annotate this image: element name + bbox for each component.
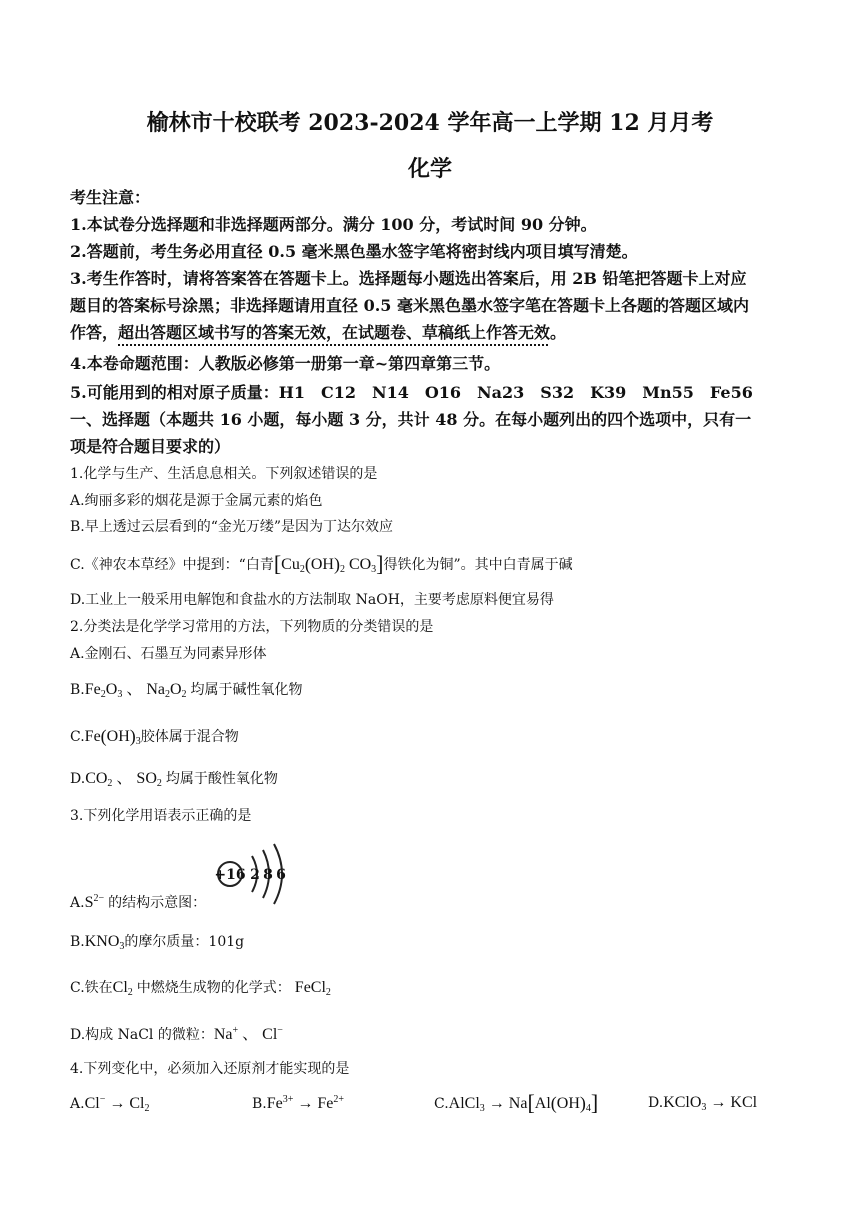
subject-title: 化学 [407,156,452,182]
q3-b-label: B. [70,934,85,950]
q2-b-formula: $Fe_2O_3$ 、 $Na_2O_2$ [84,681,187,700]
q1-option-b: B.早上透过云层看到的“金光万缕”是因为丁达尔效应 [70,519,394,535]
q2-option-b [70,682,303,700]
q4-option-d [648,1094,757,1113]
q3-c-formula-2: FeCl$_2$ [290,979,331,998]
q3-d-text-pre: D.构成 NaCl 的微粒： [70,1027,214,1043]
shell-2-count: 8 [263,867,273,883]
q4-c-formula: AlCl$_3$ → $Na[Al(OH)_4]$ [448,1090,599,1115]
notice-item-3-text-b: 。 [550,323,567,342]
q4-option-a [70,1094,149,1114]
notice-item-3-line-2: 题目的答案标号涂黑；非选择题请用直径 0.5 毫米黑色墨水签字笔在答题卡上各题的答题区域内 [70,296,749,315]
q1-c-text-post: 得铁化为铜”。其中白青属于碱 [383,557,573,573]
q2-d-label: D. [70,771,86,787]
section-1-heading-line-1: 一、选择题（本题共 16 小题，每小题 3 分，共计 48 分。在每小题列出的四个选项中，只有一 [70,410,752,429]
q3-option-c [70,980,331,998]
q1-stem: 1.化学与生产、生活息息相关。下列叙述错误的是 [70,466,378,482]
exam-title: 榆林市十校联考 2023-2024 学年高一上学期 12 月月考 [146,110,714,136]
q4-a-formula: $Cl^- \to Cl_2$ [84,1094,150,1114]
shell-3-count: 6 [276,867,286,883]
q3-b-formula: $KNO_3$ [84,933,125,952]
q2-option-c [70,727,239,747]
q3-stem: 3.下列化学用语表示正确的是 [70,808,252,824]
q2-option-a: A.金刚石、石墨互为同素异形体 [70,646,267,662]
q1-option-c [70,553,573,575]
notice-item-1: 1.本试卷分选择题和非选择题两部分。满分 100 分，考试时间 90 分钟。 [70,215,597,234]
q1-option-a: A.绚丽多彩的烟花是源于金属元素的焰色 [70,493,323,509]
q4-b-formula: $Fe^{3+} \to Fe^{2+}$ [266,1094,345,1112]
q2-b-label: B. [70,682,85,698]
q3-c-formula-1: $Cl_2$ [112,979,133,998]
q2-c-label: C. [70,729,85,745]
q3-option-d [70,1026,283,1043]
notice-item-4: 4.本卷命题范围：人教版必修第一册第一章~第四章第三节。 [70,354,501,373]
q4-a-label: A. [70,1096,85,1112]
q2-option-d [70,771,278,789]
q2-b-text: 均属于碱性氧化物 [190,682,303,698]
q2-c-text: 胶体属于混合物 [140,729,239,745]
q4-b-label: B. [252,1096,267,1112]
q2-stem: 2.分类法是化学学习常用的方法，下列物质的分类错误的是 [70,619,434,635]
section-1-heading-line-2: 项是符合题目要求的） [70,437,231,456]
notice-item-3-line-1: 3.考生作答时，请将答案答在答题卡上。选择题每小题选出答案后，用 2B 铅笔把答题卡上对应 [70,269,747,288]
notice-item-5: 5.可能用到的相对原子质量：H1 C12 N14 O16 Na23 S32 K39 Mn55 Fe56 [70,383,753,402]
q3-c-text-pre: C.铁在 [70,980,113,996]
q4-stem: 4.下列变化中，必须加入还原剂才能实现的是 [70,1061,350,1077]
q4-option-c [434,1090,598,1116]
q3-a-text: 的结构示意图： [108,895,207,911]
q3-option-b [70,934,244,952]
q3-a-formula: $S^{2-}$ [84,893,105,911]
q4-d-formula: KClO$_3$ → KCl [663,1094,758,1113]
q4-option-b [252,1094,344,1113]
q1-c-formula: [$Cu_2(OH)_2$ $CO_3$] [273,551,384,576]
notice-item-3-line-3 [70,325,566,341]
q3-c-text-mid: 中燃烧生成物的化学式： [136,980,291,996]
q2-d-text: 均属于酸性氧化物 [165,771,278,787]
q3-b-text: 的摩尔质量：101g [124,934,245,950]
q3-d-formula: Na+ 、 Cl− [213,1025,283,1043]
notice-item-3-emphasis: 超出答题区域书写的答案无效，在试题卷、草稿纸上作答无效 [118,323,551,342]
q4-c-label: C. [434,1096,449,1112]
notice-item-3-text-a: 作答， [70,323,119,342]
q2-d-formula: $CO_2$ 、 $SO_2$ [85,770,162,789]
nucleus-charge: +16 [214,867,246,883]
q4-d-label: D. [648,1095,664,1111]
q3-option-a [70,894,206,911]
notice-heading: 考生注意： [70,188,151,207]
q1-option-d: D.工业上一般采用电解饱和食盐水的方法制取 NaOH，主要考虑原料便宜易得 [70,592,554,608]
notice-item-2: 2.答题前，考生务必用直径 0.5 毫米黑色墨水签字笔将密封线内项目填写清楚。 [70,242,638,261]
shell-1-count: 2 [250,867,260,883]
sulfur-ion-structure-diagram [212,840,297,910]
q3-a-label: A. [70,895,85,911]
q1-c-text-pre: C.《神农本草经》中提到：“白青 [70,557,274,573]
q2-c-formula: $Fe(OH)_3$ [84,726,141,747]
